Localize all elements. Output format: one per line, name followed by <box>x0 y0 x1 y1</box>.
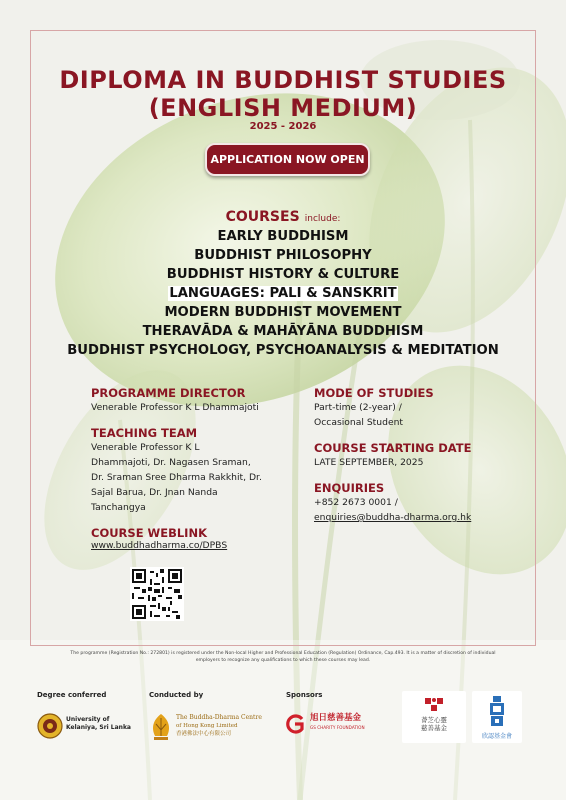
course-item: BUDDHIST PHILOSOPHY <box>194 248 372 263</box>
application-open-button[interactable] <box>205 143 370 176</box>
mode-of-studies-line: Occasional Student <box>314 417 404 428</box>
mode-of-studies-line: Part-time (2-year) / <box>314 402 402 413</box>
university-seal-icon <box>37 713 63 739</box>
courses-heading <box>0 206 566 225</box>
buddha-dharma-centre-logo-icon <box>149 712 173 742</box>
teaching-team-line: Tanchangya <box>91 502 146 513</box>
enquiries-heading: ENQUIRIES <box>314 481 385 495</box>
title-line-2: (ENGLISH MEDIUM) <box>148 94 418 122</box>
course-item: EARLY BUDDHISM <box>217 229 349 244</box>
sponsor-logo-2 <box>402 691 466 743</box>
academic-years: 2025 - 2026 <box>249 121 317 132</box>
sponsors-label: Sponsors <box>286 691 323 699</box>
university-name-line: Kelaniya, Sri Lanka <box>66 724 131 731</box>
teaching-team-line: Dr. Sraman Sree Dharma Rakkhit, Dr. <box>91 472 262 483</box>
course-item: MODERN BUDDHIST MOVEMENT <box>164 305 402 320</box>
course-weblink-heading: COURSE WEBLINK <box>91 526 207 540</box>
sponsor-logo-3 <box>472 691 522 743</box>
registration-footnote <box>60 650 506 664</box>
sponsor-3-name: 欣認基金會 <box>481 733 512 740</box>
enquiries-phone: +852 2673 0001 / <box>314 497 398 508</box>
gs-charity-name-en: GS CHARITY FOUNDATION <box>310 725 365 730</box>
course-item: BUDDHIST HISTORY & CULTURE <box>166 267 400 282</box>
gs-charity-logo-icon <box>284 714 306 734</box>
university-name-line: University of <box>66 716 110 723</box>
university-name <box>66 716 131 732</box>
sponsor-2-emblem-icon <box>422 696 446 714</box>
teaching-team-line: Sajal Barua, Dr. Jnan Nanda <box>91 487 218 498</box>
qr-code[interactable] <box>130 567 184 621</box>
conducted-by-line: of Hong Kong Limited <box>176 723 238 729</box>
degree-conferred-label: Degree conferred <box>37 691 107 699</box>
conducted-by-label: Conducted by <box>149 691 204 699</box>
conducted-by-org <box>176 714 262 738</box>
courses-heading-text: COURSES <box>225 209 300 225</box>
application-open-label: APPLICATION NOW OPEN <box>210 153 365 166</box>
footnote-line: The programme (Registration No.: 272801) is registered under the Non-local Higher and Professional Education (Regulation) Ordinance, Cap.493. It is a matter of discretion of individual <box>70 651 496 656</box>
course-item: BUDDHIST PSYCHOLOGY, PSYCHOANALYSIS & MEDITATION <box>67 343 499 358</box>
mode-of-studies-heading: MODE OF STUDIES <box>314 386 434 400</box>
teaching-team-line: Dhammajoti, Dr. Nagasen Sraman, <box>91 457 251 468</box>
course-starting-date: LATE SEPTEMBER, 2025 <box>314 457 424 468</box>
sponsor-2-name-line: 慈善基金 <box>421 724 447 732</box>
teaching-team-heading: TEACHING TEAM <box>91 426 198 440</box>
course-starting-date-heading: COURSE STARTING DATE <box>314 441 472 455</box>
courses-heading-suffix: include: <box>304 214 341 224</box>
programme-director-heading: PROGRAMME DIRECTOR <box>91 386 246 400</box>
sponsor-3-emblem-icon <box>487 695 507 729</box>
course-item: THERAVĀDA & MAHĀYĀNA BUDDHISM <box>142 324 424 339</box>
conducted-by-line: The Buddha-Dharma Centre <box>176 714 262 721</box>
enquiries-email[interactable]: enquiries@buddha-dharma.org.hk <box>314 512 472 523</box>
left-info-column <box>91 386 306 551</box>
course-weblink[interactable]: www.buddhadharma.co/DPBS <box>91 540 228 551</box>
teaching-team-line: Venerable Professor K L <box>91 442 200 453</box>
course-item-text: LANGUAGES: PALI & SANSKRIT <box>169 286 397 301</box>
footnote-line: employers to recognize any qualifications to which these courses may lead. <box>195 658 371 663</box>
right-info-column <box>314 386 514 525</box>
sponsor-2-name-line: 薈芝心靈 <box>421 716 447 724</box>
gs-charity-name <box>310 714 365 732</box>
course-item <box>0 284 566 303</box>
programme-director-name: Venerable Professor K L Dhammajoti <box>91 402 259 413</box>
gs-charity-name-cn: 旭日慈善基金 <box>310 713 362 723</box>
title-line-1: DIPLOMA IN BUDDHIST STUDIES <box>59 66 507 94</box>
conducted-by-line: 香港佛法中心有限公司 <box>176 731 232 737</box>
sponsor-2-name <box>402 716 466 732</box>
